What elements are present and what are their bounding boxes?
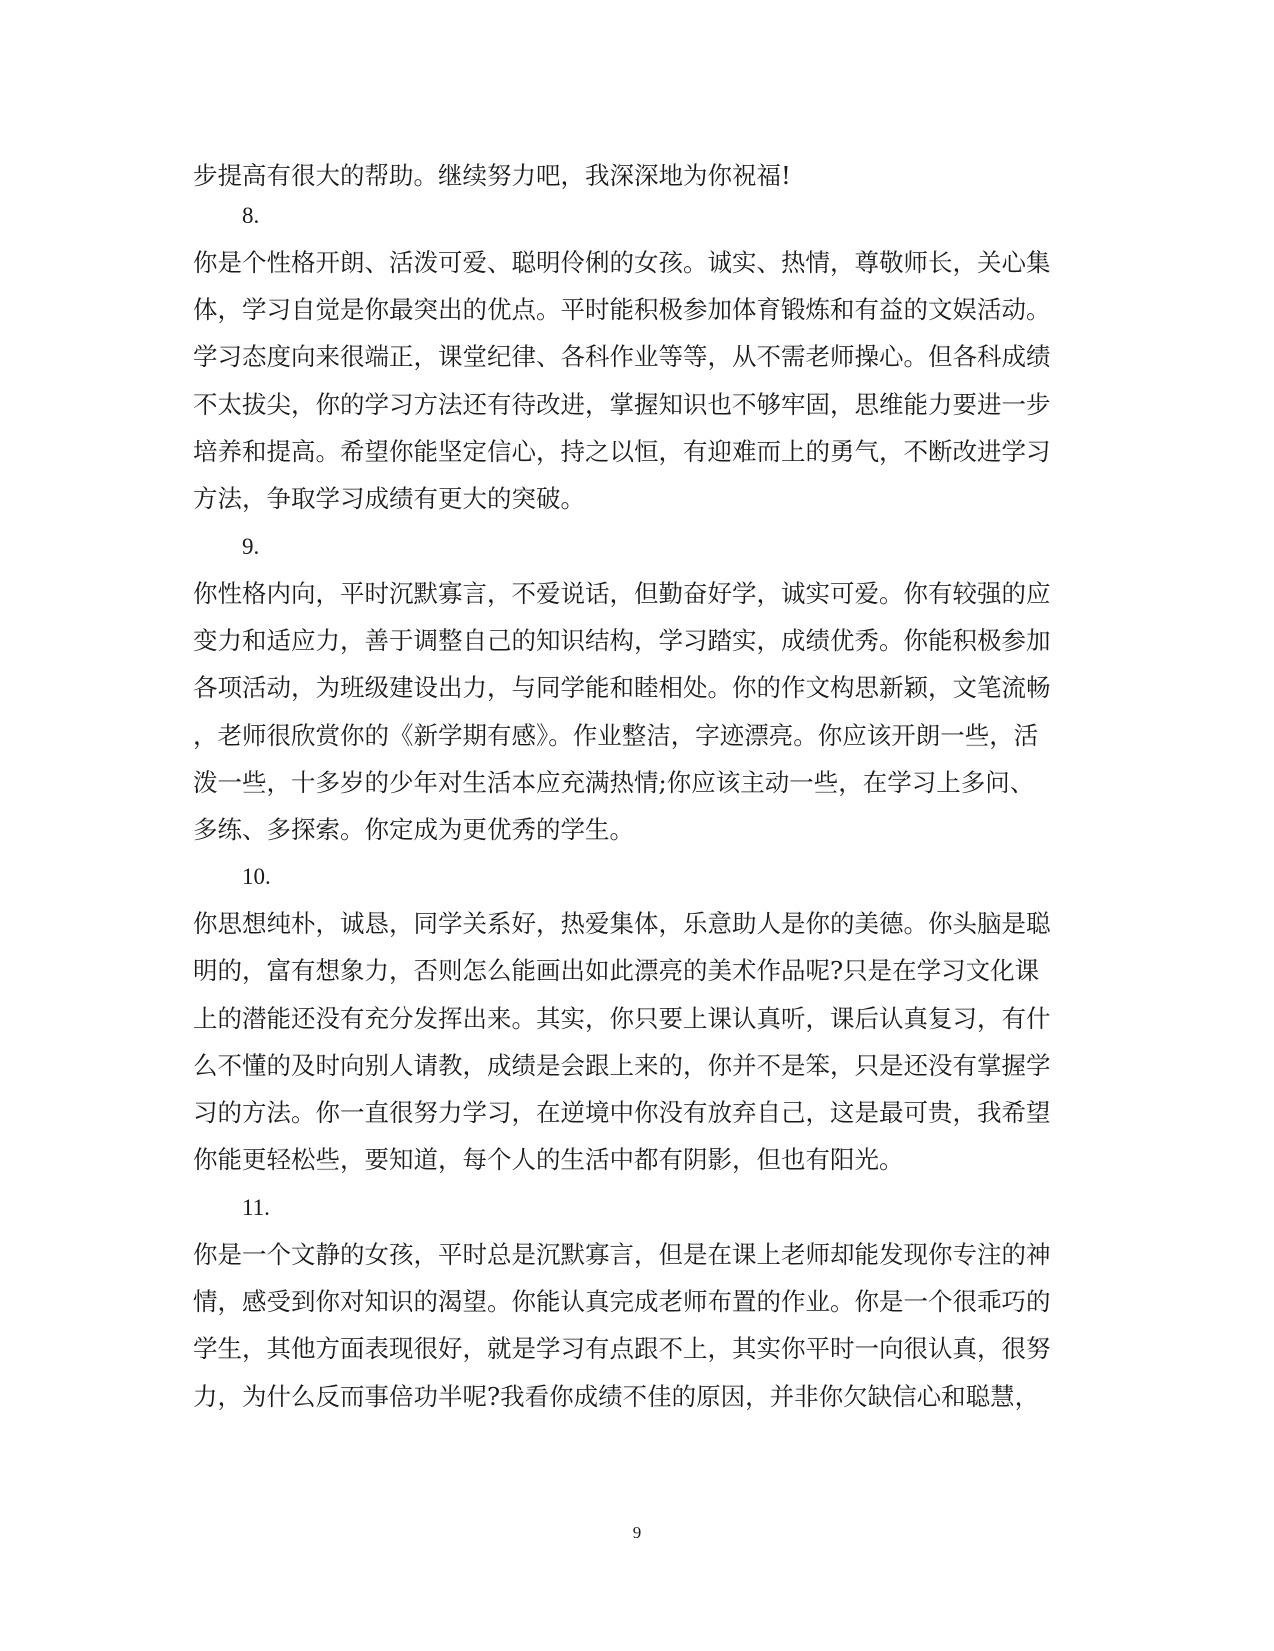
page-number: 9 [632, 1523, 642, 1542]
text-line: 不太拔尖，你的学习方法还有待改进，掌握知识也不够牢固，思维能力要进一步 [193, 390, 1051, 419]
text-line: 么不懂的及时向别人请教，成绩是会跟上来的，你并不是笨，只是还没有掌握学 [193, 1051, 1051, 1080]
text-line: 上的潜能还没有充分发挥出来。其实，你只要上课认真听，课后认真复习，有什 [193, 1004, 1051, 1033]
item-number: 11. [242, 1195, 270, 1220]
text-line: 步提高有很大的帮助。继续努力吧，我深深地为你祝福! [193, 161, 791, 190]
item-number: 8. [242, 203, 260, 228]
item-number: 9. [242, 534, 260, 559]
text-line: 你是个性格开朗、活泼可爱、聪明伶俐的女孩。诚实、热情，尊敬师长，关心集 [193, 248, 1051, 277]
text-line: 你是一个文静的女孩，平时总是沉默寡言，但是在课上老师却能发现你专注的神 [193, 1240, 1051, 1269]
text-line: 泼一些，十多岁的少年对生活本应充满热情;你应该主动一些，在学习上多问、 [193, 768, 1035, 797]
text-line: 你能更轻松些，要知道，每个人的生活中都有阴影，但也有阳光。 [193, 1145, 904, 1174]
text-line: 你性格内向，平时沉默寡言，不爱说话，但勤奋好学，诚实可爱。你有较强的应 [193, 579, 1051, 608]
text-line: 习的方法。你一直很努力学习，在逆境中你没有放弃自己，这是最可贵，我希望 [193, 1098, 1051, 1127]
text-line: 情，感受到你对知识的渴望。你能认真完成老师布置的作业。你是一个很乖巧的 [193, 1287, 1051, 1316]
text-line: ，老师很欣赏你的《新学期有感》。作业整洁，字迹漂亮。你应该开朗一些，活 [193, 721, 1039, 750]
text-line: 力，为什么反而事倍功半呢?我看你成绩不佳的原因，并非你欠缺信心和聪慧， [193, 1382, 1040, 1411]
text-line: 你思想纯朴，诚恳，同学关系好，热爱集体，乐意助人是你的美德。你头脑是聪 [193, 909, 1051, 938]
text-line: 学生，其他方面表现很好，就是学习有点跟不上，其实你平时一向很认真，很努 [193, 1334, 1051, 1363]
text-line: 多练、多探索。你定成为更优秀的学生。 [193, 815, 634, 844]
item-number: 10. [242, 864, 271, 889]
text-line: 变力和适应力，善于调整自己的知识结构，学习踏实，成绩优秀。你能积极参加 [193, 626, 1051, 655]
text-line: 学习态度向来很端正，课堂纪律、各科作业等等，从不需老师操心。但各科成绩 [193, 342, 1051, 371]
text-line: 方法，争取学习成绩有更大的突破。 [193, 484, 585, 513]
text-line: 各项活动，为班级建设出力，与同学能和睦相处。你的作文构思新颖，文笔流畅 [193, 673, 1051, 702]
text-line: 明的，富有想象力，否则怎么能画出如此漂亮的美术作品呢?只是在学习文化课 [193, 956, 1040, 985]
text-line: 体，学习自觉是你最突出的优点。平时能积极参加体育锻炼和有益的文娱活动。 [193, 295, 1051, 324]
text-line: 培养和提高。希望你能坚定信心，持之以恒，有迎难而上的勇气，不断改进学习 [193, 437, 1051, 466]
